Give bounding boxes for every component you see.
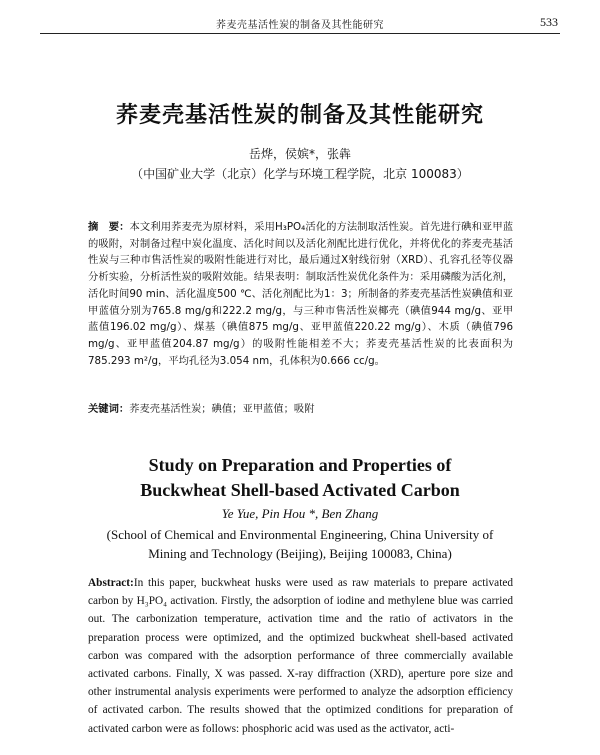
english-abstract bbox=[88, 574, 513, 738]
english-title-line-2: Buckwheat Shell-based Activated Carbon bbox=[140, 480, 460, 500]
chinese-affiliation: （中国矿业大学（北京）化学与环境工程学院，北京 100083） bbox=[131, 167, 469, 181]
chinese-abstract bbox=[88, 219, 513, 369]
page-number: 533 bbox=[540, 15, 558, 29]
english-abstract-label: Abstract: bbox=[88, 577, 134, 589]
english-affiliation: (School of Chemical and Environmental Engineering, China University of Mining and Technology (Beijing), Beijing 100083, China) bbox=[106, 527, 494, 561]
chinese-abstract-text: 本文利用荞麦壳为原材料，采用H₃PO₄活化的方法制取活性炭。首先进行碘和亚甲蓝的吸附，对制备过程中炭化温度、活化时间以及活化剂配比进行优化，并将优化的荞麦壳基活性炭与三种市售活性炭的吸附性能进行对比，最后通过X射线衍射（XRD）、孔容孔径等仪器分析实验，分析活性炭的吸附效能。结果表明：制取活性炭优化条件为：采用磷酸为活化剂，活化时间90 min、活化温度500 ℃、活化剂配比为1：3；所制备的荞麦壳基活性炭碘值和亚甲蓝值分别为765.8 mg/g和222.2 mg/g，与三种市售活性炭椰壳（碘值944 mg/g、亚甲蓝值196.02 mg/g）、煤基（碘值875 mg/g、亚甲蓝值220.22 mg/g）、木质（碘值796 mg/g、亚甲蓝值204.87 mg/g）的吸附性能相差不大；荞麦壳基活性炭的比表面积为785.293 m²/g，平均孔径为3.054 nm，孔体积为0.666 cc/g。 bbox=[88, 221, 513, 367]
chinese-keywords-text: 荞麦壳基活性炭；碘值；亚甲蓝值；吸附 bbox=[129, 403, 315, 415]
english-title-line-1: Study on Preparation and Properties of bbox=[148, 455, 452, 475]
chinese-title: 荞麦壳基活性炭的制备及其性能研究 bbox=[115, 102, 484, 128]
chinese-keywords-label: 关键词： bbox=[88, 403, 130, 415]
running-header bbox=[40, 14, 560, 32]
chinese-keywords bbox=[88, 401, 513, 418]
english-authors: Ye Yue, Pin Hou *, Ben Zhang bbox=[221, 506, 379, 521]
running-header-title: 荞麦壳基活性炭的制备及其性能研究 bbox=[216, 20, 384, 31]
english-abstract-text: In this paper, buckwheat husks were used as raw materials to prepare activated carbon by H₃PO₄ activation. Firstly, the adsorption of iodine and methylene blue was carried out. The carbonization temperature, activation time and the ratio of activators in the preparation process were optimized, and the optimized buckwheat shell-based activated carbon was compared with the adsorption performance of three commercially available activated carbons. Finally, X was passed. X-ray diffraction (XRD), aperture pore size and other instrumental analysis experiments were performed to analyze the adsorption efficiency of activated carbon. The results showed that the optimized conditions for preparation of activated carbon were as follows: phosphoric acid was used as the activator, acti- bbox=[88, 577, 513, 735]
chinese-authors: 岳烨，侯嫔*，张犇 bbox=[248, 147, 351, 161]
english-title bbox=[40, 453, 560, 503]
header-rule bbox=[40, 33, 560, 34]
chinese-abstract-label: 摘 要： bbox=[88, 221, 130, 233]
